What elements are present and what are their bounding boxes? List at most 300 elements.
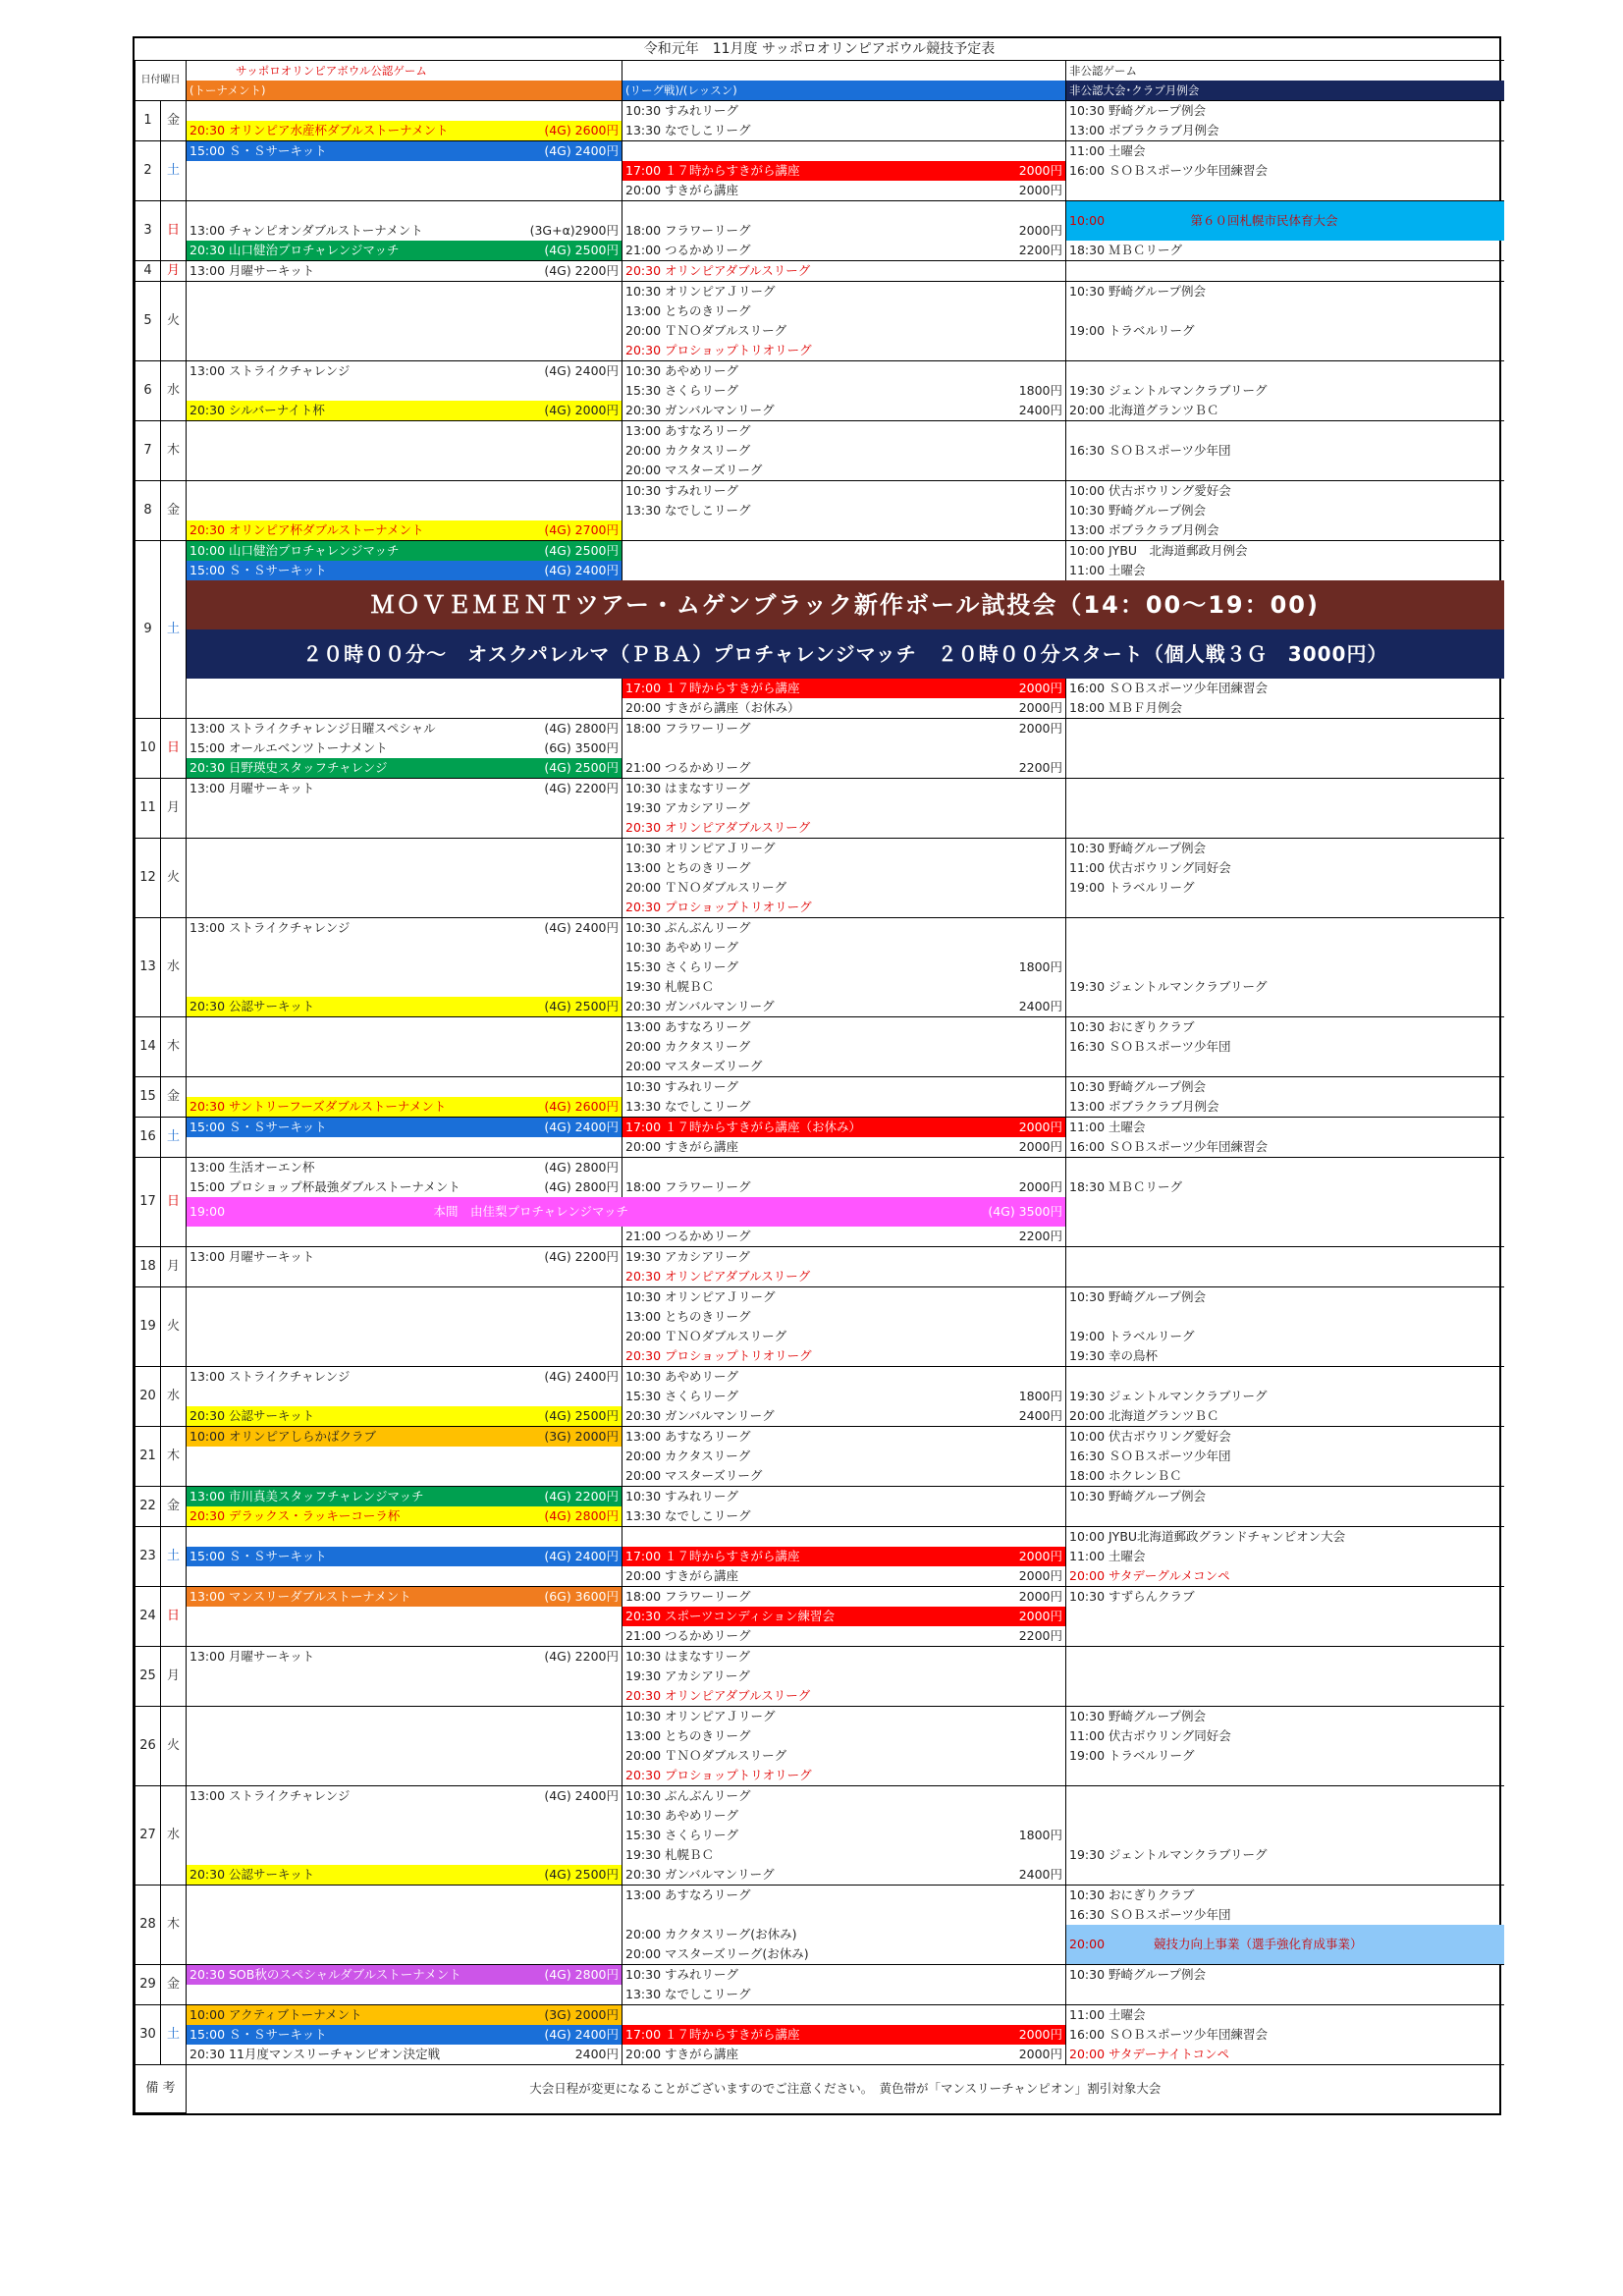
schedule-row	[135, 1985, 1504, 2005]
tournament-text: 20:30 オリンピア杯ダブルストーナメント	[189, 522, 424, 537]
league-cell	[622, 1985, 1066, 2005]
unofficial-cell	[1066, 1985, 1504, 2005]
league-cell	[622, 1626, 1066, 1647]
tournament-cell	[187, 839, 622, 859]
date-cell: 20	[135, 1367, 161, 1427]
tournament-cell	[187, 1746, 622, 1766]
league-cell	[622, 1786, 1066, 1807]
unofficial-text: 19:00 トラベルリーグ	[1069, 1748, 1195, 1763]
schedule-row	[135, 401, 1504, 421]
unofficial-text: 20:00 競技力向上事業（選手強化育成事業）	[1069, 1937, 1363, 1951]
unofficial-text: 20:00 北海道グランツＢＣ	[1069, 403, 1219, 417]
unofficial-sub-header: 非公認大会･クラブ月例会	[1066, 81, 1504, 101]
unofficial-cell	[1066, 1267, 1504, 1287]
schedule-row	[135, 1905, 1504, 1925]
tournament-cell	[187, 481, 622, 502]
league-text: 20:00 すきがら講座	[625, 183, 738, 197]
unofficial-cell	[1066, 1506, 1504, 1527]
unofficial-text: 10:30 野崎グループ例会	[1069, 503, 1206, 518]
schedule-row	[135, 1925, 1504, 1944]
tournament-cell	[187, 1806, 622, 1826]
league-cell	[622, 181, 1066, 201]
schedule-row	[135, 1965, 1504, 1986]
league-text: 13:00 あすなろリーグ	[625, 423, 751, 438]
league-text: 10:30 オリンピアＪリーグ	[625, 1709, 776, 1723]
tournament-cell	[187, 1267, 622, 1287]
unofficial-text: 16:30 ＳＯＢスポーツ少年団	[1069, 1449, 1231, 1463]
schedule-row	[135, 1547, 1504, 1566]
unofficial-text: 16:30 ＳＯＢスポーツ少年団	[1069, 1039, 1231, 1054]
league-cell	[622, 1726, 1066, 1746]
schedule-row	[135, 1158, 1504, 1178]
tournament-header: (トーナメント)	[187, 81, 622, 101]
unofficial-cell	[1066, 2005, 1504, 2026]
league-text: 13:00 あすなろリーグ	[625, 1019, 751, 1034]
league-text: 18:00 フラワーリーグ	[625, 223, 751, 238]
league-price: 2000円	[1018, 681, 1062, 695]
league-text: 20:00 すきがら講座	[625, 1568, 738, 1583]
tournament-price: (4G) 2500円	[544, 1408, 619, 1423]
unofficial-cell	[1066, 1925, 1504, 1965]
schedule-row	[135, 1647, 1504, 1667]
unofficial-header: 非公認ゲーム	[1069, 64, 1137, 78]
league-cell	[622, 698, 1066, 719]
schedule-row	[135, 161, 1504, 181]
league-price: 2000円	[1018, 721, 1062, 736]
league-price: 2000円	[1018, 1139, 1062, 1154]
schedule-row	[135, 1406, 1504, 1427]
tournament-price: (4G) 2400円	[544, 563, 619, 577]
tournament-text: 13:00 ストライクチャレンジ	[189, 363, 351, 378]
league-text: 15:30 さくらリーグ	[625, 959, 738, 974]
schedule-row	[135, 1667, 1504, 1686]
tournament-text: 20:30 公認サーキット	[189, 1408, 315, 1423]
tournament-cell	[187, 1985, 622, 2005]
tournament-cell	[187, 938, 622, 957]
date-cell: 3	[135, 201, 161, 261]
league-text: 20:30 プロショップトリオリーグ	[625, 900, 812, 914]
league-price: 1800円	[1018, 383, 1062, 398]
league-cell	[622, 1406, 1066, 1427]
unofficial-cell	[1066, 301, 1504, 321]
unofficial-cell	[1066, 1158, 1504, 1178]
tournament-price: (3G+α)2900円	[529, 223, 619, 238]
schedule-row	[135, 918, 1504, 939]
schedule-row	[135, 798, 1504, 818]
league-text: 13:30 なでしこリーグ	[625, 503, 751, 518]
unofficial-cell	[1066, 421, 1504, 442]
weekday-cell: 日	[161, 201, 187, 261]
schedule-row	[135, 1607, 1504, 1626]
date-cell: 13	[135, 918, 161, 1017]
league-text: 13:30 なでしこリーグ	[625, 123, 751, 137]
league-price: 2200円	[1018, 1628, 1062, 1643]
league-cell	[622, 1566, 1066, 1587]
unofficial-cell	[1066, 1487, 1504, 1507]
tournament-cell	[187, 1925, 622, 1944]
page-title: 令和元年 11月度 サッポロオリンピアボウル競技予定表	[135, 38, 1504, 61]
date-cell: 5	[135, 282, 161, 361]
schedule-row	[135, 1746, 1504, 1766]
league-cell	[622, 1667, 1066, 1686]
schedule-row	[135, 541, 1504, 562]
schedule-row	[135, 1327, 1504, 1346]
tournament-cell	[187, 1137, 622, 1158]
tournament-cell	[187, 1346, 622, 1367]
tournament-price: (4G) 2400円	[544, 143, 619, 158]
tournament-price: (4G) 2400円	[544, 1549, 619, 1563]
league-cell	[622, 1925, 1066, 1944]
league-cell	[622, 1506, 1066, 1527]
weekday-cell: 金	[161, 1487, 187, 1527]
tournament-cell	[187, 719, 622, 739]
unofficial-text: 10:30 野崎グループ例会	[1069, 1709, 1206, 1723]
wide-event-text: 19:00 本間 由佳梨プロチャレンジマッチ	[189, 1204, 629, 1219]
league-cell	[622, 501, 1066, 520]
league-text: 20:30 ガンバルマンリーグ	[625, 999, 775, 1013]
unofficial-cell	[1066, 1307, 1504, 1327]
schedule-row	[135, 201, 1504, 222]
unofficial-text: 18:30 ＭＢＣリーグ	[1069, 1179, 1182, 1194]
league-price: 2000円	[1018, 183, 1062, 197]
unofficial-cell	[1066, 1527, 1504, 1548]
weekday-cell: 日	[161, 719, 187, 779]
tournament-cell	[187, 1965, 622, 1986]
league-text: 19:30 アカシアリーグ	[625, 800, 750, 815]
wide-event-price: (4G) 3500円	[988, 1204, 1062, 1219]
unofficial-cell	[1066, 1327, 1504, 1346]
tournament-cell	[187, 161, 622, 181]
schedule-row	[135, 580, 1504, 629]
tournament-cell	[187, 1527, 622, 1548]
schedule-row	[135, 1466, 1504, 1487]
league-text: 20:00 ＴＮＯダブルスリーグ	[625, 323, 787, 338]
tournament-cell	[187, 1766, 622, 1786]
tournament-text: 15:00 Ｓ・Ｓサーキット	[189, 1120, 327, 1134]
unofficial-cell	[1066, 1746, 1504, 1766]
tournament-price: (4G) 2400円	[544, 2027, 619, 2042]
tournament-text: 20:30 SOB秋のスペシャルダブルストーナメント	[189, 1967, 461, 1982]
tournament-text: 10:00 アクティブトーナメント	[189, 2007, 362, 2022]
date-cell: 6	[135, 361, 161, 421]
wide-event-cell	[187, 1197, 1066, 1227]
league-text: 10:30 ぶんぶんリーグ	[625, 1788, 751, 1803]
unofficial-cell	[1066, 1017, 1504, 1038]
tournament-price: (4G) 2200円	[544, 1649, 619, 1664]
unofficial-cell	[1066, 1387, 1504, 1406]
tournament-cell	[187, 1587, 622, 1608]
league-cell	[622, 898, 1066, 918]
schedule-row	[135, 1527, 1504, 1548]
tournament-text: 13:00 ストライクチャレンジ日曜スペシャル	[189, 721, 436, 736]
league-cell	[622, 1845, 1066, 1865]
unofficial-text: 10:00 JYBU北海道郵政グランドチャンピオン大会	[1069, 1529, 1346, 1544]
unofficial-cell	[1066, 938, 1504, 957]
unofficial-cell	[1066, 561, 1504, 580]
tournament-cell	[187, 898, 622, 918]
tournament-cell	[187, 997, 622, 1017]
league-price: 2000円	[1018, 1589, 1062, 1604]
tournament-cell	[187, 121, 622, 141]
league-price: 2400円	[1018, 403, 1062, 417]
tournament-text: 20:30 山口健治プロチャレンジマッチ	[189, 243, 400, 257]
tournament-text: 20:30 公認サーキット	[189, 1867, 315, 1882]
tournament-price: (3G) 2000円	[544, 1429, 619, 1444]
unofficial-cell	[1066, 1707, 1504, 1727]
league-cell	[622, 1287, 1066, 1308]
schedule-row	[135, 1017, 1504, 1038]
schedule-row	[135, 1826, 1504, 1845]
league-cell	[622, 779, 1066, 799]
schedule-sheet	[133, 36, 1501, 2115]
league-text: 19:30 札幌ＢＣ	[625, 979, 714, 994]
unofficial-cell	[1066, 1766, 1504, 1786]
unofficial-cell	[1066, 141, 1504, 162]
unofficial-cell	[1066, 401, 1504, 421]
unofficial-cell	[1066, 1786, 1504, 1807]
schedule-row	[135, 758, 1504, 779]
league-cell	[622, 1137, 1066, 1158]
weekday-cell: 月	[161, 261, 187, 282]
unofficial-text: 19:00 トラベルリーグ	[1069, 323, 1195, 338]
league-cell	[622, 1766, 1066, 1786]
unofficial-text: 11:00 土曜会	[1069, 1120, 1146, 1134]
schedule-row	[135, 938, 1504, 957]
unofficial-text: 13:00 ボブラクラブ月例会	[1069, 1099, 1219, 1114]
league-cell	[622, 1587, 1066, 1608]
unofficial-cell	[1066, 501, 1504, 520]
unofficial-text: 13:00 ボブラクラブ月例会	[1069, 123, 1219, 137]
schedule-row	[135, 779, 1504, 799]
tournament-cell	[187, 141, 622, 162]
league-cell	[622, 1647, 1066, 1667]
league-text: 20:00 ＴＮＯダブルスリーグ	[625, 880, 787, 895]
tournament-cell	[187, 1406, 622, 1427]
tournament-price: (4G) 2800円	[544, 1179, 619, 1194]
unofficial-cell	[1066, 241, 1504, 261]
banner-pba: ２０時００分～ オスクパレルマ（ＰＢＡ）プロチャレンジマッチ ２０時００分スタート（個人戦３Ｇ 3000円）	[187, 629, 1504, 679]
league-text: 17:00 １７時からすきがら講座	[625, 2027, 800, 2042]
tournament-cell	[187, 1547, 622, 1566]
schedule-row	[135, 1118, 1504, 1138]
date-cell: 24	[135, 1587, 161, 1647]
unofficial-text: 10:00 伏古ボウリング愛好会	[1069, 483, 1231, 498]
league-text: 13:00 とちのきリーグ	[625, 1309, 751, 1324]
unofficial-cell	[1066, 1137, 1504, 1158]
league-price: 2400円	[1018, 999, 1062, 1013]
unofficial-cell	[1066, 1806, 1504, 1826]
tournament-text: 15:00 Ｓ・Ｓサーキット	[189, 563, 327, 577]
league-cell	[622, 520, 1066, 541]
tournament-text: 13:00 マンスリーダブルストーナメント	[189, 1589, 411, 1604]
league-cell	[622, 101, 1066, 122]
league-text: 20:00 マスターズリーグ	[625, 1468, 763, 1483]
tournament-price: (4G) 2200円	[544, 263, 619, 278]
schedule-row	[135, 1177, 1504, 1197]
league-cell	[622, 878, 1066, 898]
weekday-cell: 火	[161, 1707, 187, 1786]
unofficial-cell	[1066, 261, 1504, 282]
league-text: 20:30 プロショップトリオリーグ	[625, 343, 812, 357]
weekday-cell: 火	[161, 282, 187, 361]
tournament-price: (6G) 3600円	[544, 1589, 619, 1604]
league-text: 20:30 ガンバルマンリーグ	[625, 1408, 775, 1423]
weekday-cell: 土	[161, 2005, 187, 2065]
league-text: 13:30 なでしこリーグ	[625, 1099, 751, 1114]
tournament-cell	[187, 1826, 622, 1845]
tournament-text: 13:00 月曜サーキット	[189, 1249, 315, 1264]
unofficial-cell	[1066, 101, 1504, 122]
unofficial-cell	[1066, 798, 1504, 818]
tournament-cell	[187, 261, 622, 282]
tournament-cell	[187, 441, 622, 461]
schedule-row	[135, 561, 1504, 580]
league-text: 13:00 とちのきリーグ	[625, 1728, 751, 1743]
tournament-cell	[187, 1626, 622, 1647]
tournament-cell	[187, 1017, 622, 1038]
weekday-cell: 日	[161, 1158, 187, 1247]
unofficial-text: 10:00 JYBU 北海道郵政月例会	[1069, 543, 1248, 558]
unofficial-text: 10:30 野崎グループ例会	[1069, 103, 1206, 118]
tournament-cell	[187, 1726, 622, 1746]
league-text: 13:00 とちのきリーグ	[625, 860, 751, 875]
tournament-price: (4G) 2500円	[544, 543, 619, 558]
league-cell	[622, 997, 1066, 1017]
unofficial-cell	[1066, 1886, 1504, 1906]
league-text: 21:00 つるかめリーグ	[625, 1628, 751, 1643]
tournament-text: 10:00 オリンピアしらかばクラブ	[189, 1429, 376, 1444]
tournament-text: 15:00 Ｓ・Ｓサーキット	[189, 1549, 327, 1563]
date-cell: 8	[135, 481, 161, 541]
tournament-cell	[187, 1447, 622, 1466]
weekday-cell: 水	[161, 918, 187, 1017]
schedule-row	[135, 1427, 1504, 1448]
schedule-row	[135, 1726, 1504, 1746]
schedule-row	[135, 1487, 1504, 1507]
unofficial-cell	[1066, 858, 1504, 878]
schedule-row	[135, 361, 1504, 382]
tournament-cell	[187, 1686, 622, 1707]
tournament-text: 20:30 シルバーナイト杯	[189, 403, 325, 417]
unofficial-cell	[1066, 719, 1504, 739]
unofficial-cell	[1066, 1247, 1504, 1268]
league-text: 20:30 ガンバルマンリーグ	[625, 1867, 775, 1882]
league-text: 19:30 アカシアリーグ	[625, 1668, 750, 1683]
schedule-row	[135, 261, 1504, 282]
league-price: 2200円	[1018, 243, 1062, 257]
tournament-cell	[187, 201, 622, 222]
tournament-cell	[187, 1647, 622, 1667]
tournament-text: 13:00 チャンピオンダブルストーナメント	[189, 223, 423, 238]
league-text: 21:00 つるかめリーグ	[625, 760, 751, 775]
league-text: 15:30 さくらリーグ	[625, 383, 738, 398]
unofficial-cell	[1066, 1587, 1504, 1608]
unofficial-cell	[1066, 1077, 1504, 1098]
league-cell	[622, 1367, 1066, 1388]
league-text: 13:00 あすなろリーグ	[625, 1887, 751, 1902]
unofficial-text: 16:00 ＳＯＢスポーツ少年団練習会	[1069, 681, 1268, 695]
schedule-row	[135, 2025, 1504, 2045]
schedule-row	[135, 1806, 1504, 1826]
schedule-row	[135, 1886, 1504, 1906]
unofficial-cell	[1066, 481, 1504, 502]
tournament-text: 13:00 月曜サーキット	[189, 1649, 315, 1664]
tournament-cell	[187, 1786, 622, 1807]
unofficial-text: 18:00 ＭＢＦ月例会	[1069, 700, 1182, 715]
date-cell: 26	[135, 1707, 161, 1786]
tournament-cell	[187, 381, 622, 401]
unofficial-cell	[1066, 541, 1504, 562]
league-cell	[622, 1077, 1066, 1098]
date-cell: 11	[135, 779, 161, 839]
tournament-price: (4G) 2400円	[544, 363, 619, 378]
league-price: 1800円	[1018, 1389, 1062, 1403]
date-cell: 27	[135, 1786, 161, 1886]
unofficial-cell	[1066, 918, 1504, 939]
league-price: 2000円	[1018, 1179, 1062, 1194]
unofficial-text: 10:30 おにぎりクラブ	[1069, 1887, 1195, 1902]
league-cell	[622, 1037, 1066, 1057]
league-cell	[622, 1267, 1066, 1287]
schedule-row	[135, 957, 1504, 977]
unofficial-cell	[1066, 997, 1504, 1017]
unofficial-text: 19:30 幸の鳥杯	[1069, 1348, 1158, 1363]
unofficial-cell	[1066, 758, 1504, 779]
league-cell	[622, 1307, 1066, 1327]
unofficial-text: 11:00 伏古ボウリング同好会	[1069, 860, 1231, 875]
weekday-cell: 土	[161, 1118, 187, 1158]
tournament-price: (4G) 2000円	[544, 403, 619, 417]
weekday-cell: 金	[161, 1965, 187, 2005]
weekday-cell: 木	[161, 1017, 187, 1077]
date-cell: 22	[135, 1487, 161, 1527]
schedule-row	[135, 1267, 1504, 1287]
league-cell	[622, 461, 1066, 481]
unofficial-text: 19:30 ジェントルマンクラブリーグ	[1069, 979, 1268, 994]
league-cell	[622, 858, 1066, 878]
league-text: 20:00 カクタスリーグ	[625, 1449, 751, 1463]
schedule-row	[135, 241, 1504, 261]
tournament-cell	[187, 421, 622, 442]
schedule-row	[135, 679, 1504, 698]
unofficial-cell	[1066, 898, 1504, 918]
note-label: 備 考	[135, 2065, 187, 2113]
unofficial-cell	[1066, 1826, 1504, 1845]
date-cell: 10	[135, 719, 161, 779]
league-text: 10:30 あやめリーグ	[625, 363, 738, 378]
league-cell	[622, 1965, 1066, 1986]
league-price: 2000円	[1018, 1549, 1062, 1563]
schedule-row	[135, 1367, 1504, 1388]
unofficial-cell	[1066, 181, 1504, 201]
league-cell	[622, 1806, 1066, 1826]
schedule-row	[135, 997, 1504, 1017]
tournament-cell	[187, 1944, 622, 1965]
tournament-cell	[187, 1845, 622, 1865]
tournament-text: 15:00 オールエベンツトーナメント	[189, 740, 388, 755]
unofficial-cell	[1066, 1547, 1504, 1566]
league-text: 10:30 オリンピアＪリーグ	[625, 284, 776, 299]
tournament-cell	[187, 1037, 622, 1057]
date-cell: 15	[135, 1077, 161, 1118]
tournament-price: (6G) 3500円	[544, 740, 619, 755]
tournament-cell	[187, 1466, 622, 1487]
league-cell	[622, 679, 1066, 698]
league-price: 1800円	[1018, 1828, 1062, 1842]
unofficial-cell	[1066, 161, 1504, 181]
league-text: 15:30 さくらリーグ	[625, 1828, 738, 1842]
tournament-price: (4G) 2500円	[544, 243, 619, 257]
